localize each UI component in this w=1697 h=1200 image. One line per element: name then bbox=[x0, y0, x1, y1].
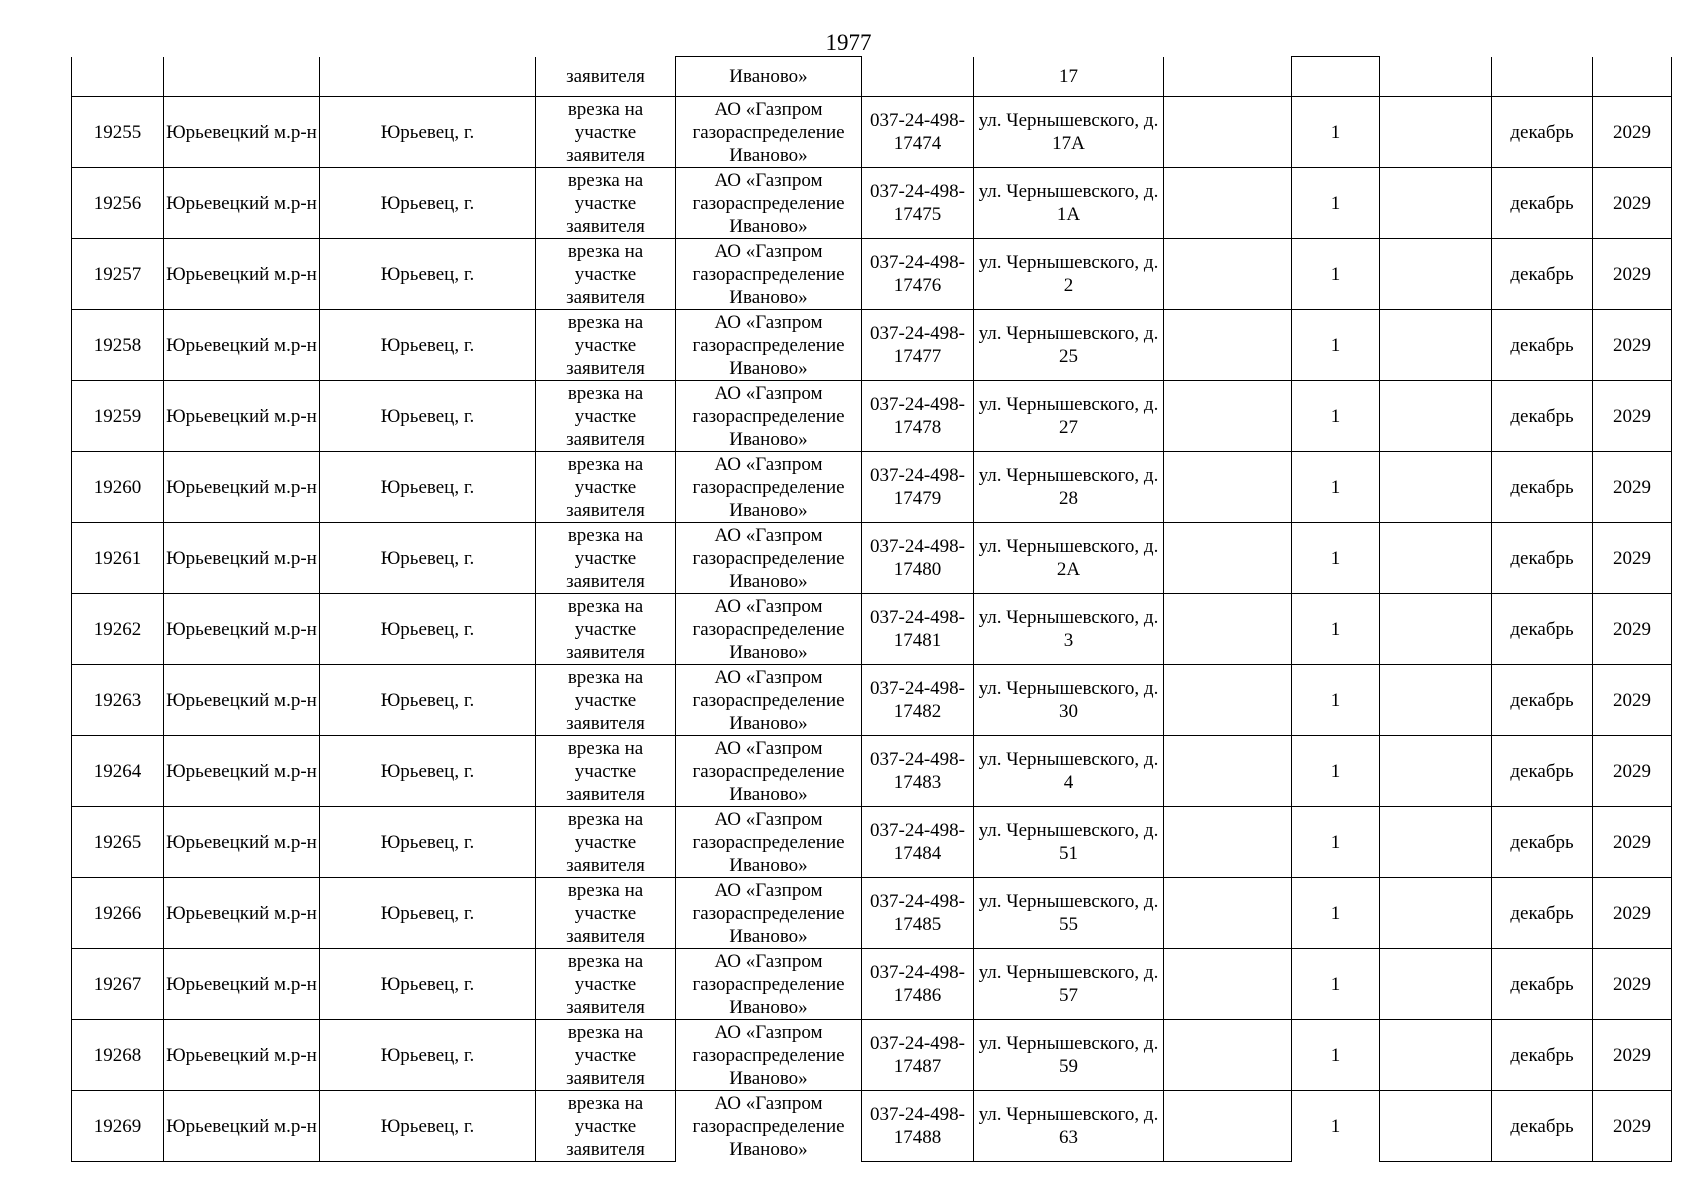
cell-empty bbox=[1380, 452, 1492, 523]
cell-district: Юрьевецкий м.р-н bbox=[164, 310, 320, 381]
cell-work-type: врезка на участке заявителя bbox=[536, 381, 676, 452]
cell-month: декабрь bbox=[1492, 97, 1593, 168]
cell-empty bbox=[1380, 736, 1492, 807]
cell-district bbox=[164, 57, 320, 97]
cell-empty bbox=[1380, 168, 1492, 239]
cell-month: декабрь bbox=[1492, 168, 1593, 239]
cell-empty bbox=[1164, 594, 1292, 665]
cell-organization: АО «Газпром газораспределение Иваново» bbox=[676, 807, 862, 878]
cell-address: ул. Чернышевского, д. 2 bbox=[974, 239, 1164, 310]
cell-empty bbox=[1164, 523, 1292, 594]
cell-empty bbox=[1380, 807, 1492, 878]
cell-address: ул. Чернышевского, д. 4 bbox=[974, 736, 1164, 807]
cell-quantity bbox=[1292, 57, 1380, 97]
cell-quantity: 1 bbox=[1292, 594, 1380, 665]
cell-locality: Юрьевец, г. bbox=[320, 807, 536, 878]
cell-empty bbox=[1380, 594, 1492, 665]
cell-code: 037-24-498-17482 bbox=[862, 665, 974, 736]
cell-code: 037-24-498-17481 bbox=[862, 594, 974, 665]
cell-empty bbox=[1380, 1091, 1492, 1162]
cell-month: декабрь bbox=[1492, 807, 1593, 878]
cell-work-type: врезка на участке заявителя bbox=[536, 168, 676, 239]
cell-id bbox=[72, 57, 164, 97]
cell-year: 2029 bbox=[1593, 239, 1672, 310]
cell-organization: АО «Газпром газораспределение Иваново» bbox=[676, 452, 862, 523]
cell-empty bbox=[1380, 97, 1492, 168]
cell-quantity: 1 bbox=[1292, 878, 1380, 949]
cell-year: 2029 bbox=[1593, 594, 1672, 665]
cell-id: 19261 bbox=[72, 523, 164, 594]
registry-table-body bbox=[72, 57, 1672, 1162]
cell-quantity: 1 bbox=[1292, 239, 1380, 310]
cell-locality: Юрьевец, г. bbox=[320, 97, 536, 168]
cell-address: ул. Чернышевского, д. 59 bbox=[974, 1020, 1164, 1091]
cell-empty bbox=[1380, 665, 1492, 736]
cell-locality: Юрьевец, г. bbox=[320, 1020, 536, 1091]
cell-empty bbox=[1164, 381, 1292, 452]
cell-year: 2029 bbox=[1593, 97, 1672, 168]
cell-empty bbox=[1380, 381, 1492, 452]
cell-code: 037-24-498-17477 bbox=[862, 310, 974, 381]
cell-district: Юрьевецкий м.р-н bbox=[164, 381, 320, 452]
cell-district: Юрьевецкий м.р-н bbox=[164, 665, 320, 736]
cell-district: Юрьевецкий м.р-н bbox=[164, 239, 320, 310]
cell-month: декабрь bbox=[1492, 1091, 1593, 1162]
table-row bbox=[72, 239, 1672, 310]
table-row bbox=[72, 381, 1672, 452]
cell-code bbox=[862, 57, 974, 97]
cell-work-type: врезка на участке заявителя bbox=[536, 949, 676, 1020]
cell-district: Юрьевецкий м.р-н bbox=[164, 594, 320, 665]
cell-district: Юрьевецкий м.р-н bbox=[164, 807, 320, 878]
cell-organization: Иваново» bbox=[676, 57, 862, 97]
cell-organization: АО «Газпром газораспределение Иваново» bbox=[676, 665, 862, 736]
cell-quantity: 1 bbox=[1292, 168, 1380, 239]
cell-month: декабрь bbox=[1492, 736, 1593, 807]
cell-code: 037-24-498-17480 bbox=[862, 523, 974, 594]
cell-quantity: 1 bbox=[1292, 452, 1380, 523]
cell-work-type: заявителя bbox=[536, 57, 676, 97]
page-number: 1977 bbox=[825, 30, 872, 55]
cell-id: 19259 bbox=[72, 381, 164, 452]
cell-id: 19255 bbox=[72, 97, 164, 168]
cell-code: 037-24-498-17479 bbox=[862, 452, 974, 523]
table-row bbox=[72, 168, 1672, 239]
cell-work-type: врезка на участке заявителя bbox=[536, 97, 676, 168]
cell-district: Юрьевецкий м.р-н bbox=[164, 452, 320, 523]
cell-month: декабрь bbox=[1492, 239, 1593, 310]
cell-district: Юрьевецкий м.р-н bbox=[164, 1020, 320, 1091]
cell-organization: АО «Газпром газораспределение Иваново» bbox=[676, 97, 862, 168]
cell-id: 19260 bbox=[72, 452, 164, 523]
cell-empty bbox=[1380, 239, 1492, 310]
cell-code: 037-24-498-17478 bbox=[862, 381, 974, 452]
cell-code: 037-24-498-17474 bbox=[862, 97, 974, 168]
cell-month: декабрь bbox=[1492, 1020, 1593, 1091]
cell-organization: АО «Газпром газораспределение Иваново» bbox=[676, 1020, 862, 1091]
cell-quantity: 1 bbox=[1292, 523, 1380, 594]
table-row bbox=[72, 452, 1672, 523]
cell-code: 037-24-498-17475 bbox=[862, 168, 974, 239]
cell-locality bbox=[320, 57, 536, 97]
cell-empty bbox=[1380, 57, 1492, 97]
cell-code: 037-24-498-17483 bbox=[862, 736, 974, 807]
cell-organization: АО «Газпром газораспределение Иваново» bbox=[676, 1091, 862, 1162]
cell-code: 037-24-498-17484 bbox=[862, 807, 974, 878]
cell-work-type: врезка на участке заявителя bbox=[536, 452, 676, 523]
registry-table bbox=[71, 56, 1672, 1162]
cell-quantity: 1 bbox=[1292, 736, 1380, 807]
cell-id: 19264 bbox=[72, 736, 164, 807]
cell-year: 2029 bbox=[1593, 523, 1672, 594]
cell-organization: АО «Газпром газораспределение Иваново» bbox=[676, 594, 862, 665]
table-row bbox=[72, 949, 1672, 1020]
cell-id: 19262 bbox=[72, 594, 164, 665]
cell-quantity: 1 bbox=[1292, 665, 1380, 736]
cell-month: декабрь bbox=[1492, 523, 1593, 594]
cell-month: декабрь bbox=[1492, 878, 1593, 949]
cell-year: 2029 bbox=[1593, 878, 1672, 949]
cell-empty bbox=[1164, 949, 1292, 1020]
cell-year: 2029 bbox=[1593, 381, 1672, 452]
cell-address: ул. Чернышевского, д. 28 bbox=[974, 452, 1164, 523]
cell-month: декабрь bbox=[1492, 452, 1593, 523]
cell-locality: Юрьевец, г. bbox=[320, 594, 536, 665]
cell-empty bbox=[1164, 1091, 1292, 1162]
cell-organization: АО «Газпром газораспределение Иваново» bbox=[676, 168, 862, 239]
cell-id: 19257 bbox=[72, 239, 164, 310]
cell-empty bbox=[1164, 452, 1292, 523]
cell-work-type: врезка на участке заявителя bbox=[536, 665, 676, 736]
cell-empty bbox=[1380, 523, 1492, 594]
cell-id: 19266 bbox=[72, 878, 164, 949]
cell-empty bbox=[1380, 310, 1492, 381]
cell-id: 19263 bbox=[72, 665, 164, 736]
cell-empty bbox=[1380, 949, 1492, 1020]
cell-id: 19258 bbox=[72, 310, 164, 381]
cell-empty bbox=[1164, 807, 1292, 878]
cell-district: Юрьевецкий м.р-н bbox=[164, 949, 320, 1020]
cell-locality: Юрьевец, г. bbox=[320, 452, 536, 523]
cell-work-type: врезка на участке заявителя bbox=[536, 878, 676, 949]
cell-month: декабрь bbox=[1492, 310, 1593, 381]
cell-address: ул. Чернышевского, д. 27 bbox=[974, 381, 1164, 452]
cell-quantity: 1 bbox=[1292, 1020, 1380, 1091]
cell-organization: АО «Газпром газораспределение Иваново» bbox=[676, 878, 862, 949]
cell-organization: АО «Газпром газораспределение Иваново» bbox=[676, 736, 862, 807]
cell-address: 17 bbox=[974, 57, 1164, 97]
cell-month: декабрь bbox=[1492, 949, 1593, 1020]
cell-quantity: 1 bbox=[1292, 949, 1380, 1020]
cell-address: ул. Чернышевского, д. 51 bbox=[974, 807, 1164, 878]
cell-address: ул. Чернышевского, д. 30 bbox=[974, 665, 1164, 736]
cell-code: 037-24-498-17476 bbox=[862, 239, 974, 310]
cell-empty bbox=[1164, 239, 1292, 310]
cell-id: 19268 bbox=[72, 1020, 164, 1091]
table-row bbox=[72, 1091, 1672, 1162]
cell-district: Юрьевецкий м.р-н bbox=[164, 1091, 320, 1162]
cell-quantity: 1 bbox=[1292, 310, 1380, 381]
cell-locality: Юрьевец, г. bbox=[320, 736, 536, 807]
cell-empty bbox=[1164, 310, 1292, 381]
cell-quantity: 1 bbox=[1292, 97, 1380, 168]
cell-locality: Юрьевец, г. bbox=[320, 310, 536, 381]
cell-year: 2029 bbox=[1593, 736, 1672, 807]
cell-quantity: 1 bbox=[1292, 807, 1380, 878]
cell-id: 19267 bbox=[72, 949, 164, 1020]
cell-id: 19269 bbox=[72, 1091, 164, 1162]
table-row-continued bbox=[72, 57, 1672, 97]
cell-year: 2029 bbox=[1593, 949, 1672, 1020]
cell-empty bbox=[1380, 878, 1492, 949]
cell-year: 2029 bbox=[1593, 807, 1672, 878]
table-row bbox=[72, 878, 1672, 949]
cell-work-type: врезка на участке заявителя bbox=[536, 310, 676, 381]
cell-address: ул. Чернышевского, д. 1А bbox=[974, 168, 1164, 239]
table-row bbox=[72, 594, 1672, 665]
cell-year: 2029 bbox=[1593, 1091, 1672, 1162]
cell-organization: АО «Газпром газораспределение Иваново» bbox=[676, 381, 862, 452]
cell-district: Юрьевецкий м.р-н bbox=[164, 878, 320, 949]
cell-year bbox=[1593, 57, 1672, 97]
cell-organization: АО «Газпром газораспределение Иваново» bbox=[676, 310, 862, 381]
cell-code: 037-24-498-17485 bbox=[862, 878, 974, 949]
cell-district: Юрьевецкий м.р-н bbox=[164, 523, 320, 594]
cell-empty bbox=[1164, 168, 1292, 239]
cell-locality: Юрьевец, г. bbox=[320, 665, 536, 736]
cell-locality: Юрьевец, г. bbox=[320, 878, 536, 949]
cell-work-type: врезка на участке заявителя bbox=[536, 239, 676, 310]
cell-month: декабрь bbox=[1492, 381, 1593, 452]
table-row bbox=[72, 523, 1672, 594]
cell-code: 037-24-498-17487 bbox=[862, 1020, 974, 1091]
cell-locality: Юрьевец, г. bbox=[320, 1091, 536, 1162]
cell-district: Юрьевецкий м.р-н bbox=[164, 97, 320, 168]
table-row bbox=[72, 736, 1672, 807]
cell-locality: Юрьевец, г. bbox=[320, 949, 536, 1020]
cell-organization: АО «Газпром газораспределение Иваново» bbox=[676, 523, 862, 594]
cell-id: 19256 bbox=[72, 168, 164, 239]
cell-code: 037-24-498-17488 bbox=[862, 1091, 974, 1162]
cell-year: 2029 bbox=[1593, 452, 1672, 523]
table-row bbox=[72, 310, 1672, 381]
cell-empty bbox=[1164, 665, 1292, 736]
cell-work-type: врезка на участке заявителя bbox=[536, 1091, 676, 1162]
cell-empty bbox=[1164, 57, 1292, 97]
cell-code: 037-24-498-17486 bbox=[862, 949, 974, 1020]
table-row bbox=[72, 1020, 1672, 1091]
cell-address: ул. Чернышевского, д. 57 bbox=[974, 949, 1164, 1020]
cell-year: 2029 bbox=[1593, 310, 1672, 381]
cell-month: декабрь bbox=[1492, 594, 1593, 665]
cell-month bbox=[1492, 57, 1593, 97]
cell-locality: Юрьевец, г. bbox=[320, 523, 536, 594]
cell-work-type: врезка на участке заявителя bbox=[536, 736, 676, 807]
cell-id: 19265 bbox=[72, 807, 164, 878]
cell-locality: Юрьевец, г. bbox=[320, 168, 536, 239]
cell-locality: Юрьевец, г. bbox=[320, 381, 536, 452]
table-row bbox=[72, 807, 1672, 878]
cell-quantity: 1 bbox=[1292, 1091, 1380, 1162]
cell-organization: АО «Газпром газораспределение Иваново» bbox=[676, 239, 862, 310]
cell-address: ул. Чернышевского, д. 63 bbox=[974, 1091, 1164, 1162]
cell-year: 2029 bbox=[1593, 168, 1672, 239]
cell-address: ул. Чернышевского, д. 3 bbox=[974, 594, 1164, 665]
cell-empty bbox=[1164, 97, 1292, 168]
cell-empty bbox=[1164, 1020, 1292, 1091]
cell-year: 2029 bbox=[1593, 1020, 1672, 1091]
cell-address: ул. Чернышевского, д. 2А bbox=[974, 523, 1164, 594]
cell-district: Юрьевецкий м.р-н bbox=[164, 168, 320, 239]
cell-district: Юрьевецкий м.р-н bbox=[164, 736, 320, 807]
cell-locality: Юрьевец, г. bbox=[320, 239, 536, 310]
registry-table-wrap bbox=[71, 56, 1671, 1162]
cell-address: ул. Чернышевского, д. 17А bbox=[974, 97, 1164, 168]
cell-quantity: 1 bbox=[1292, 381, 1380, 452]
table-row bbox=[72, 665, 1672, 736]
cell-month: декабрь bbox=[1492, 665, 1593, 736]
cell-empty bbox=[1164, 878, 1292, 949]
cell-year: 2029 bbox=[1593, 665, 1672, 736]
cell-empty bbox=[1380, 1020, 1492, 1091]
cell-address: ул. Чернышевского, д. 25 bbox=[974, 310, 1164, 381]
cell-work-type: врезка на участке заявителя bbox=[536, 1020, 676, 1091]
cell-organization: АО «Газпром газораспределение Иваново» bbox=[676, 949, 862, 1020]
cell-work-type: врезка на участке заявителя bbox=[536, 807, 676, 878]
cell-work-type: врезка на участке заявителя bbox=[536, 523, 676, 594]
table-row bbox=[72, 97, 1672, 168]
cell-address: ул. Чернышевского, д. 55 bbox=[974, 878, 1164, 949]
cell-empty bbox=[1164, 736, 1292, 807]
cell-work-type: врезка на участке заявителя bbox=[536, 594, 676, 665]
